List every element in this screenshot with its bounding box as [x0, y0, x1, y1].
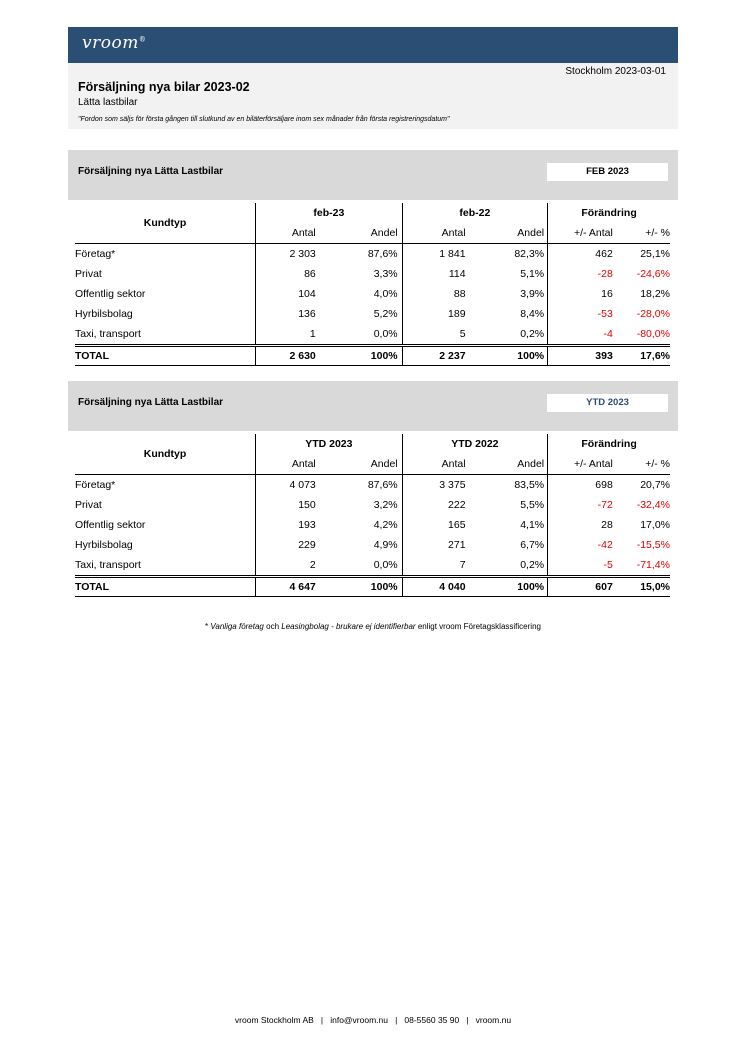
sub-header-andel: Andel: [471, 223, 548, 244]
report-title: Försäljning nya bilar 2023-02: [78, 80, 250, 94]
sub-header-antal: Antal: [256, 223, 321, 244]
total-andel-previous: 100%: [471, 577, 548, 597]
cell-change-antal: -4: [548, 324, 613, 346]
cell-andel-previous: 5,5%: [520, 499, 545, 511]
row-label: Privat: [75, 499, 102, 511]
table-group-header: [75, 203, 670, 223]
cell-andel-current: 87,6%: [367, 248, 398, 260]
cell-change-pct: -71,4%: [636, 559, 670, 571]
cell-andel-previous: 3,9%: [520, 288, 545, 300]
cell-change-antal: -28: [548, 264, 613, 284]
cell-change-antal: 28: [548, 515, 613, 535]
row-label: Privat: [75, 268, 102, 280]
footer-email-link[interactable]: info@vroom.nu: [330, 1015, 388, 1025]
row-label: Taxi, transport: [75, 328, 141, 340]
sub-header-antal: Antal: [402, 223, 470, 244]
cell-andel-current: 0,0%: [373, 559, 398, 571]
total-antal-previous: 2 237: [402, 346, 470, 366]
total-label: TOTAL: [75, 577, 256, 597]
total-row: [75, 346, 670, 366]
sub-header-andel: Andel: [321, 223, 402, 244]
cell-change-pct: 17,0%: [640, 519, 670, 531]
month-section-band: [68, 150, 678, 200]
table-row: [75, 515, 670, 535]
table-row: [75, 304, 670, 324]
cell-antal-previous: 114: [402, 264, 470, 284]
total-change-antal: 393: [548, 346, 613, 366]
group-header-current: YTD 2023: [256, 434, 403, 454]
cell-change-pct: -32,4%: [636, 499, 670, 511]
footer-web-link[interactable]: vroom.nu: [475, 1015, 512, 1025]
cell-change-pct: -24,6%: [636, 268, 670, 280]
cell-andel-current: 87,6%: [367, 479, 398, 491]
table-row: [75, 475, 670, 496]
cell-change-antal: -5: [548, 555, 613, 577]
cell-andel-current: 0,0%: [373, 328, 398, 340]
cell-change-antal: 698: [548, 475, 613, 496]
classification-footnote: [0, 622, 746, 631]
cell-andel-previous: 0,2%: [520, 559, 545, 571]
cell-andel-previous: 82,3%: [514, 248, 545, 260]
footnote-term-1: Vanliga företag: [210, 622, 264, 631]
cell-antal-current: 4 073: [256, 475, 321, 496]
cell-andel-previous: 8,4%: [520, 308, 545, 320]
group-header-change: Förändring: [548, 434, 670, 454]
cell-andel-previous: 4,1%: [520, 519, 545, 531]
month-sales-table: [75, 203, 670, 366]
total-antal-current: 4 647: [256, 577, 321, 597]
cell-antal-previous: 271: [402, 535, 470, 555]
cell-antal-current: 2: [256, 555, 321, 577]
total-andel-current: 100%: [321, 346, 402, 366]
vroom-logo: vroom®: [82, 33, 147, 53]
table-row: [75, 244, 670, 265]
cell-antal-current: 229: [256, 535, 321, 555]
group-header-previous: feb-22: [402, 203, 548, 223]
cell-change-pct: 20,7%: [640, 479, 670, 491]
cell-change-antal: -72: [548, 495, 613, 515]
cell-change-antal: -53: [548, 304, 613, 324]
cell-andel-previous: 6,7%: [520, 539, 545, 551]
sub-header-andel: Andel: [471, 454, 548, 475]
cell-change-pct: -80,0%: [636, 328, 670, 340]
sub-header-change-antal: +/- Antal: [548, 454, 613, 475]
cell-antal-previous: 1 841: [402, 244, 470, 265]
table-row: [75, 284, 670, 304]
cell-antal-current: 1: [256, 324, 321, 346]
cell-andel-previous: 83,5%: [514, 479, 545, 491]
cell-antal-current: 2 303: [256, 244, 321, 265]
sub-header-change-antal: +/- Antal: [548, 223, 613, 244]
sub-header-antal: Antal: [256, 454, 321, 475]
cell-antal-previous: 88: [402, 284, 470, 304]
footnote-and: och: [266, 622, 280, 631]
footer-separator: |: [395, 1015, 398, 1025]
total-andel-current: 100%: [321, 577, 402, 597]
table-row: [75, 555, 670, 577]
cell-antal-previous: 189: [402, 304, 470, 324]
definition-note: "Fordon som säljs för första gången till slutkund av en biläterförsäljare inom sex månader från första registreringsdatum": [78, 116, 450, 123]
brand-bar: [68, 27, 678, 63]
footer-phone: 08-5560 35 90: [404, 1015, 460, 1025]
cell-andel-current: 3,3%: [373, 268, 398, 280]
cell-andel-previous: 0,2%: [520, 328, 545, 340]
sub-header-andel: Andel: [321, 454, 402, 475]
cell-andel-previous: 5,1%: [520, 268, 545, 280]
report-header: [68, 63, 678, 129]
total-antal-previous: 4 040: [402, 577, 470, 597]
table-row: [75, 264, 670, 284]
row-label: Offentlig sektor: [75, 519, 146, 531]
total-change-pct: 15,0%: [613, 577, 670, 597]
cell-andel-current: 4,9%: [373, 539, 398, 551]
group-header-previous: YTD 2022: [402, 434, 548, 454]
ytd-sales-table: [75, 434, 670, 597]
footer-separator: |: [320, 1015, 324, 1025]
total-andel-previous: 100%: [471, 346, 548, 366]
total-label: TOTAL: [75, 346, 256, 366]
row-label: Hyrbilsbolag: [75, 308, 133, 320]
table-row: [75, 535, 670, 555]
cell-antal-previous: 5: [402, 324, 470, 346]
row-label: Offentlig sektor: [75, 288, 146, 300]
row-label: Företag*: [75, 248, 116, 260]
month-period-badge: FEB 2023: [547, 163, 668, 181]
cell-antal-previous: 222: [402, 495, 470, 515]
footer-separator: |: [466, 1015, 469, 1025]
cell-change-antal: 16: [548, 284, 613, 304]
sub-header-change-pct: +/- %: [613, 223, 670, 244]
column-header-kundtyp: Kundtyp: [75, 434, 256, 475]
row-label: Taxi, transport: [75, 559, 141, 571]
cell-antal-previous: 7: [402, 555, 470, 577]
group-header-change: Förändring: [548, 203, 670, 223]
total-row: [75, 577, 670, 597]
cell-change-antal: 462: [548, 244, 613, 265]
cell-change-pct: 25,1%: [640, 248, 670, 260]
row-label: Företag*: [75, 479, 116, 491]
footnote-star: *: [205, 622, 209, 631]
cell-antal-current: 193: [256, 515, 321, 535]
cell-antal-current: 86: [256, 264, 321, 284]
table-group-header: [75, 434, 670, 454]
table-row: [75, 495, 670, 515]
page-footer: [0, 1015, 746, 1025]
cell-change-pct: 18,2%: [640, 288, 670, 300]
report-subtitle: Lätta lastbilar: [78, 97, 138, 108]
ytd-section-band: [68, 381, 678, 431]
cell-andel-current: 3,2%: [373, 499, 398, 511]
cell-antal-current: 104: [256, 284, 321, 304]
sub-header-change-pct: +/- %: [613, 454, 670, 475]
footer-company: vroom Stockholm AB: [234, 1015, 314, 1025]
month-section-title: Försäljning nya Lätta Lastbilar: [78, 166, 224, 177]
cell-andel-current: 4,2%: [373, 519, 398, 531]
ytd-section-title: Försäljning nya Lätta Lastbilar: [78, 397, 224, 408]
cell-andel-current: 5,2%: [373, 308, 398, 320]
cell-antal-current: 136: [256, 304, 321, 324]
table-row: [75, 324, 670, 346]
cell-change-pct: -28,0%: [636, 308, 670, 320]
report-date: Stockholm 2023-03-01: [565, 66, 666, 77]
cell-change-pct: -15,5%: [636, 539, 670, 551]
column-header-kundtyp: Kundtyp: [75, 203, 256, 244]
footnote-rest: enligt vroom Företagsklassificering: [417, 622, 541, 631]
total-change-pct: 17,6%: [613, 346, 670, 366]
cell-antal-previous: 165: [402, 515, 470, 535]
cell-andel-current: 4,0%: [373, 288, 398, 300]
footnote-term-2: Leasingbolag - brukare ej identifierbar: [281, 622, 416, 631]
total-antal-current: 2 630: [256, 346, 321, 366]
ytd-period-badge: YTD 2023: [547, 394, 668, 412]
cell-change-antal: -42: [548, 535, 613, 555]
total-change-antal: 607: [548, 577, 613, 597]
group-header-current: feb-23: [256, 203, 403, 223]
cell-antal-previous: 3 375: [402, 475, 470, 496]
row-label: Hyrbilsbolag: [75, 539, 133, 551]
sub-header-antal: Antal: [402, 454, 470, 475]
cell-antal-current: 150: [256, 495, 321, 515]
